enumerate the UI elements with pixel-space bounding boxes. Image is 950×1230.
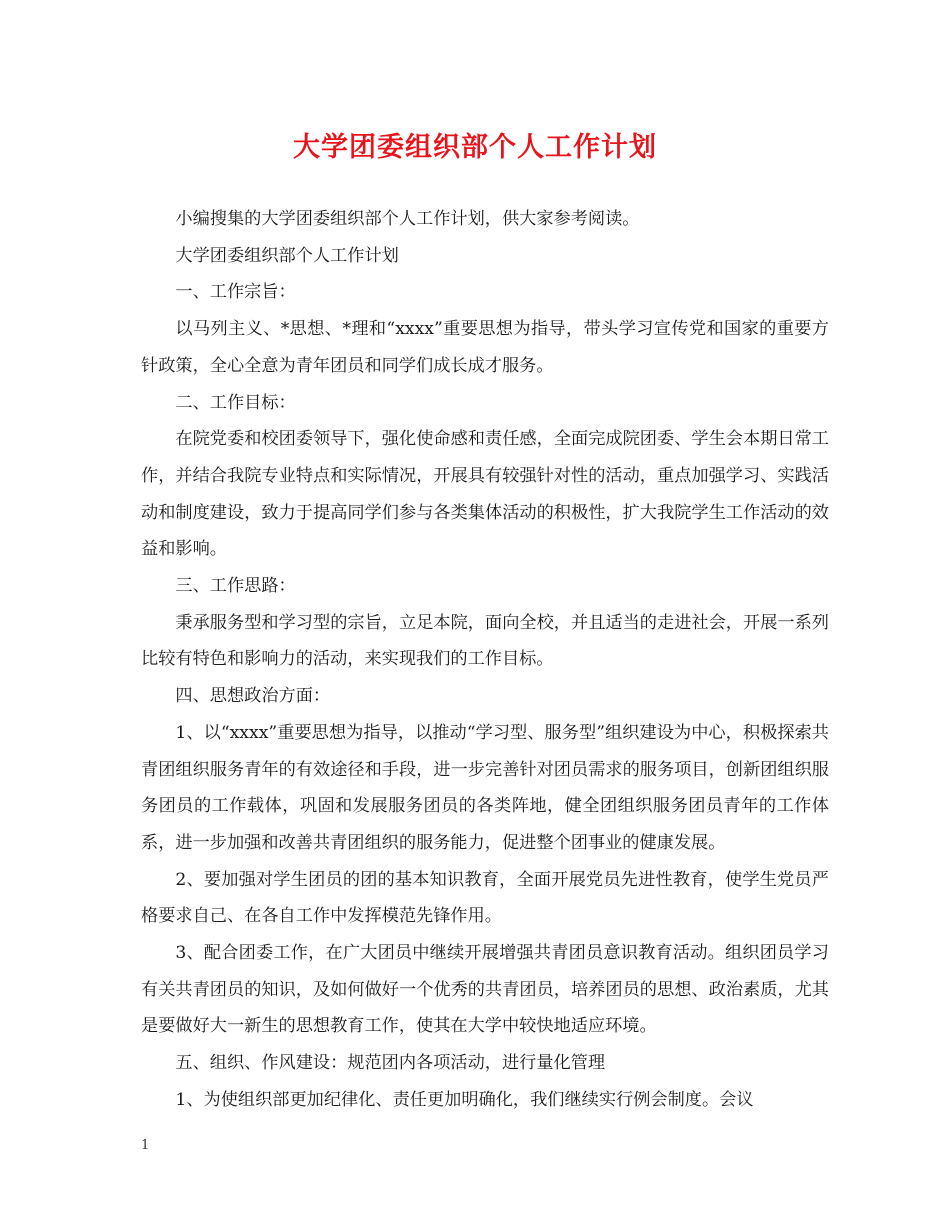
document-title: 大学团委组织部个人工作计划 xyxy=(293,132,657,163)
paragraph: 3、配合团委工作，在广大团员中继续开展增强共青团员意识教育活动。组织团员学习有关共青团员的知识，及如何做好一个优秀的共青团员，培养团员的思想、政治素质，尤其是要做好大一新生的思想教育工作，使其在大学中较快地适应环境。 xyxy=(141,943,829,1037)
paragraph: 大学团委组织部个人工作计划 xyxy=(175,245,399,266)
section-heading: 三、工作思路： xyxy=(175,576,296,597)
paragraph: 小编搜集的大学团委组织部个人工作计划，供大家参考阅读。 xyxy=(175,209,640,229)
paragraph: 以马列主义、*思想、*理和“xxxx”重要思想为指导，带头学习宣传党和国家的重要方针政策，全心全意为青年团员和同学们成长成才服务。 xyxy=(141,319,829,376)
section-heading: 一、工作宗旨： xyxy=(175,282,296,303)
section-heading: 二、工作目标： xyxy=(175,392,296,413)
paragraph: 2、要加强对学生团员的团的基本知识教育，全面开展党员先进性教育，使学生党员严格要求自己、在各自工作中发挥模范先锋作用。 xyxy=(141,869,829,927)
paragraph: 1、为使组织部更加纪律化、责任更加明确化，我们继续实行例会制度。会议 xyxy=(175,1089,754,1110)
section-heading: 四、思想政治方面： xyxy=(175,686,331,707)
section-heading: 五、组织、作风建设：规范团内各项活动，进行量化管理 xyxy=(175,1053,606,1074)
document-body xyxy=(141,201,829,1119)
paragraph: 在院党委和校团委领导下，强化使命感和责任感，全面完成院团委、学生会本期日常工作，并结合我院专业特点和实际情况，开展具有较强针对性的活动，重点加强学习、实践活动和制度建设，致力于提高同学们参与各类集体活动的积极性，扩大我院学生工作活动的效益和影响。 xyxy=(141,429,829,560)
paragraph: 秉承服务型和学习型的宗旨，立足本院，面向全校，并且适当的走进社会，开展一系列比较有特色和影响力的活动，来实现我们的工作目标。 xyxy=(141,612,829,670)
page-number: 1 xyxy=(141,1138,150,1153)
paragraph: 1、以“xxxx”重要思想为指导，以推动“学习型、服务型”组织建设为中心，积极探索共青团组织服务青年的有效途径和手段，进一步完善针对团员需求的服务项目，创新团组织服务团员的工作载体，巩固和发展服务团员的各类阵地，健全团组织服务团员青年的工作体系，进一步加强和改善共青团组织的服务能力，促进整个团事业的健康发展。 xyxy=(141,722,829,853)
